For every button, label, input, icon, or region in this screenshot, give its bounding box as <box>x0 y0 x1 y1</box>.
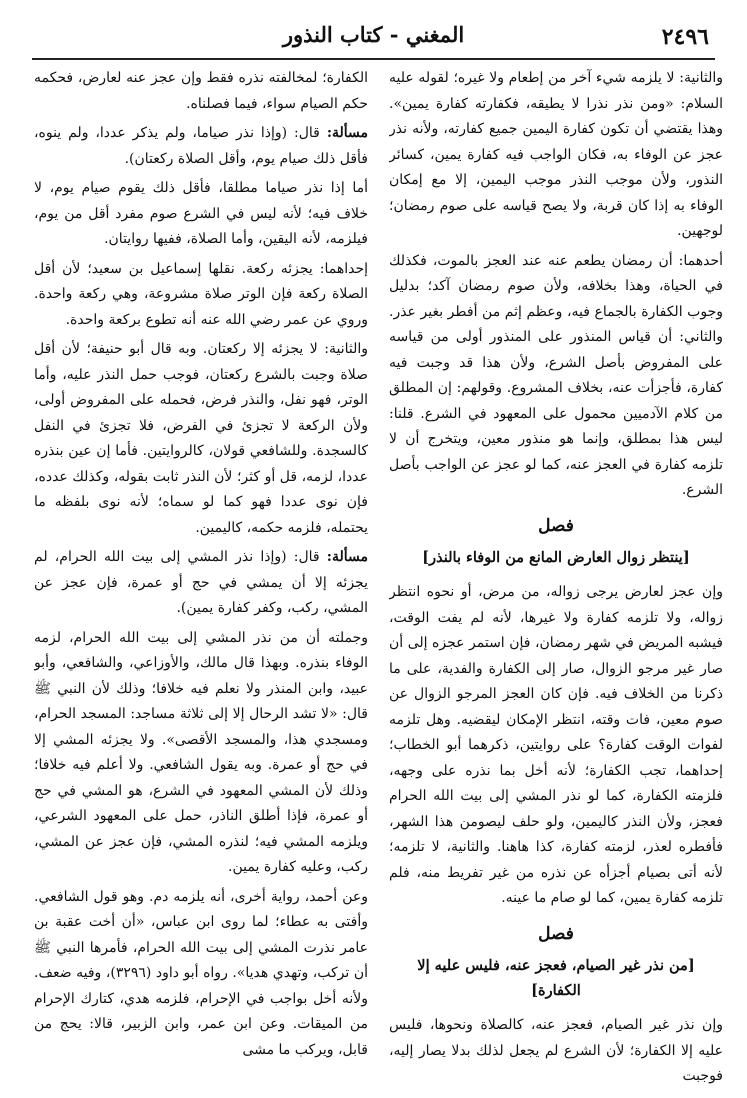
masala-label: مسألة: <box>326 125 368 141</box>
paragraph: والثانية: لا يجزئه إلا ركعتان. وبه قال أبو حنيفة؛ لأن أقل صلاة وجبت بالشرع ركعتان، فوجب حمل النذر عليه، وأما الوتر، فهو نفل، والنذر فرض، فحمله على المفروض أولى، ولأن الركعة لا تجزئ في الفرض، فلا تجزئ في النفل كالسجدة. وللشافعي قولان، كالروايتين. فأما إن عين بنذره عددا، لزمه، قل أو كثر؛ لأن النذر ثابت بقوله، وكذلك عدده، فإن نوى عددا فهو كما لو سماه؛ لأنه نوى بلفظه ما يحتمله، فلزمه حكمه، كاليمين. <box>34 341 368 536</box>
book-title: المغني - كتاب النذور <box>282 22 465 47</box>
paragraph: وإن عجز لعارض يرجى زواله، من مرض، أو نحوه انتظر زواله، ولا تلزمه كفارة ولا غيرها، لأنه لم يفت الوقت، فيشبه المريض في شهر رمضان، فإن استمر عجزه إلى أن صار غير مرجو الزوال، صار إلى الكفارة والفدية، على ما ذكرنا من الخلاف فيه. فإن كان العجز المرجو الزوال عن صوم معين، فات وقته، انتظر الإمكان ليقضيه. وهل تلزمه لفوات الوقت كفارة؟ على روايتين، ذكرهما أبو الخطاب؛ إحداهما، تجب الكفارة؛ لأنه أخل بما نذره على وجهه، فلزمته الكفارة، كما لو نذر المشي إلى بيت الله الحرام فعجز، ولأن النذر كاليمين، ولو حلف ليصومن هذا الشهر، فأفطره لعذر، لزمته كفارة، كذا هاهنا. والثانية، لا تلزمه؛ لأنه أتى بصيام أجزأه عن نذره من غير تفريط منه، فلم تلزمه كفارة يمين، كما لو صام ما عينه. <box>389 584 723 906</box>
paragraph: والثانية: لا يلزمه شيء آخر من إطعام ولا غيره؛ لقوله عليه السلام: «ومن نذر نذرا لا يطيقه، فكفارته كفارة يمين». وهذا يقتضي أن تكون كفارة اليمين جميع كفارته، ولأنه نذر عجز عن الوفاء به، فكان الواجب فيه كفارة يمين، كسائر النذور، ولأن موجب النذر موجب اليمين، إلا مع إمكان الوفاء به إذا كان قربة، ولا يصح قياسه على صوم رمضان؛ لوجهين. <box>389 70 723 239</box>
masala-text: قال: (وإذا نذر المشي إلى بيت الله الحرام، لم يجزئه إلا أن يمشي في حج أو عمرة، فإن عجز عن المشي، ركب، وكفر كفارة يمين). <box>34 549 368 616</box>
paragraph: أحدهما: أن رمضان يطعم عنه عند العجز بالموت، فكذلك في الحياة، وهذا بخلافه، ولأن صوم رمضان آكد؛ بدليل وجوب الكفارة بالجماع فيه، وعظم إثم من أفطر بغير عذر. والثاني: أن قياس المنذور على المنذور أولى من قياسه على المفروض بأصل الشرع، ولأن هذا قد وجبت فيه كفارة، فأجزأت عنه، بخلاف المشروع. وقولهم: إن المطلق من كلام الآدميين محمول على المعهود في الشرع. قلنا: ليس هذا بمطلق، وإنما هو منذور معين، ويتخرج أن لا تلزمه كفارة في العجز عنه، كما لو عجز عن الواجب بأصل الشرع. <box>389 252 723 498</box>
section-heading: فصل <box>538 923 574 944</box>
masala-text: قال: (وإذا نذر صياما، ولم يذكر عددا، ولم ينوه، فأقل ذلك صيام يوم، وأقل الصلاة ركعتان). <box>34 125 368 167</box>
paragraph: وجملته أن من نذر المشي إلى بيت الله الحرام، لزمه الوفاء بنذره. وبهذا قال مالك، والأوزاعي، والشافعي، وأبو عبيد، وابن المنذر ولا نعلم فيه خلافا؛ وذلك لأن النبي ﷺ قال: «لا تشد الرحال إلا إلى ثلاثة مساجد: المسجد الحرام، ومسجدي هذا، والمسجد الأقصى». ولا يجزئه المشي إلا في حج أو عمرة. وبه يقول الشافعي. ولا أعلم فيه خلافا؛ وذلك لأن المشي المعهود في الشرع، هو المشي في حج أو عمرة، فإذا أطلق الناذر، حمل على المعهود الشرعي، ويلزمه المشي فيه؛ لنذره المشي، فإن عجز عن المشي، ركب، وعليه كفارة يمين. <box>34 629 368 875</box>
section-heading: فصل <box>538 515 574 536</box>
left-column <box>34 66 368 1086</box>
paragraph: الكفارة؛ لمخالفته نذره فقط وإن عجز عنه لعارض، فحكمه حكم الصيام سواء، فيما فصلناه. <box>34 70 368 112</box>
section-subtitle: [ينتظر زوال العارض المانع من الوفاء بالنذر] <box>422 549 690 566</box>
running-header <box>32 22 715 56</box>
paragraph: وإن نذر غير الصيام، فعجز عنه، كالصلاة ونحوها، فليس عليه إلا الكفارة؛ لأن الشرع لم يجعل لذلك بدلا يصار إليه، فوجبت <box>389 1017 723 1084</box>
paragraph: إحداهما: يجزئه ركعة. نقلها إسماعيل بن سعيد؛ لأن أقل الصلاة ركعة فإن الوتر صلاة مشروعة، وهي ركعة واحدة. وروي عن عمر رضي الله عنه أنه تطوع بركعة واحدة. <box>34 260 368 328</box>
right-column <box>389 66 723 1086</box>
masala-label: مسألة: <box>326 549 368 565</box>
header-rule <box>32 58 715 60</box>
section-subtitle: [من نذر غير الصيام، فعجز عنه، فليس عليه إلا الكفارة] <box>417 957 695 999</box>
paragraph: أما إذا نذر صياما مطلقا، فأقل ذلك يقوم صيام يوم، لا خلاف فيه؛ لأنه ليس في الشرع صوم مفرد أقل من يوم، فيلزمه، لأنه اليقين، وأما الصلاة، ففيها روايتان. <box>34 180 368 247</box>
masala-paragraph <box>34 545 368 622</box>
page-number: ٢٤٩٦ <box>661 24 709 50</box>
paragraph: وعن أحمد، رواية أخرى، أنه يلزمه دم. وهو قول الشافعي. وأفتى به عطاء؛ لما روى ابن عباس، «أن أخت عقبة بن عامر نذرت المشي إلى بيت الله الحرام، فأمرها النبي ﷺ أن تركب، وتهدي هديا». رواه أبو داود (٣٢٩٦)، وفيه ضعف. ولأنه أخل بواجب في الإحرام، فلزمه هدي، كتارك الإحرام من الميقات. وعن ابن عمر، وابن الزبير، قالا: يحج من قابل، ويركب ما مشى <box>34 888 368 1058</box>
masala-paragraph <box>34 121 368 172</box>
